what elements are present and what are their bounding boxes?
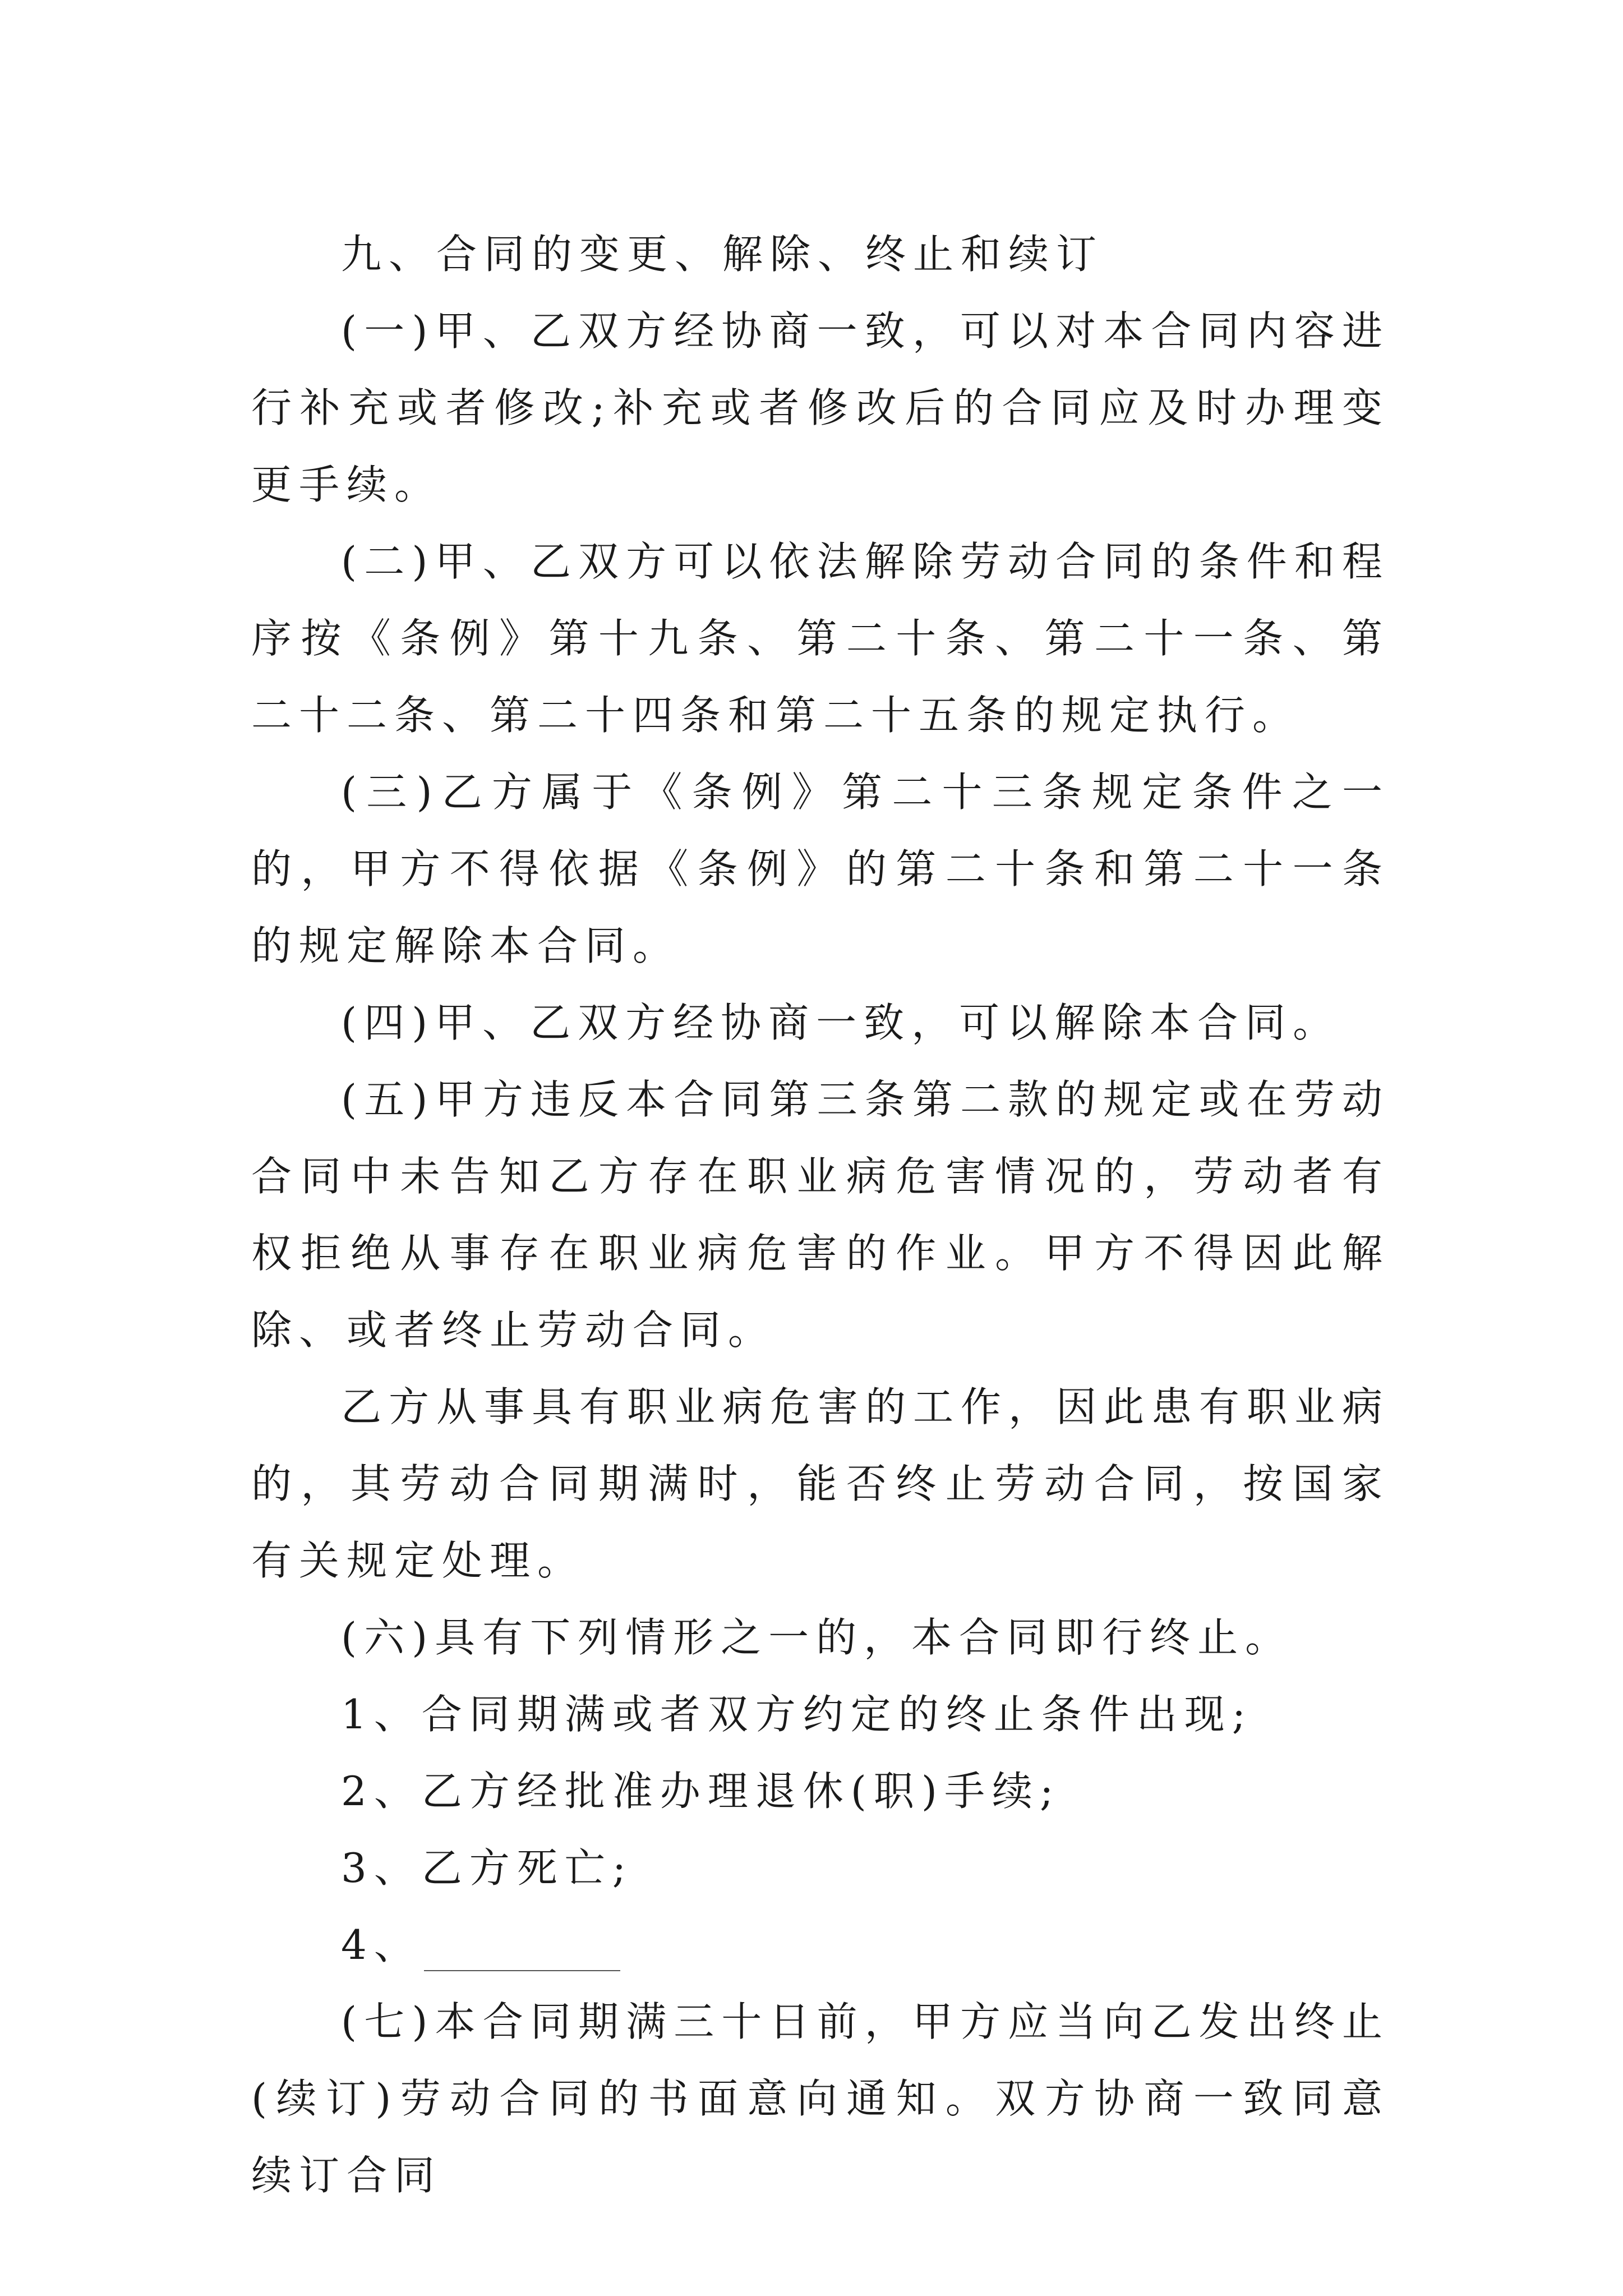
list-item-4-label: 4、 [341,1921,422,1968]
list-item-3: 3、乙方死亡; [341,1844,634,1892]
list-item-4 [251,1907,1390,1984]
clause-7: (七)本合同期满三十日前，甲方应当向乙发出终止(续订)劳动合同的书面意向通知。双方协商一致同意续订合同 [251,1998,1390,2199]
clause-4: (四)甲、乙双方经协商一致，可以解除本合同。 [341,999,1341,1046]
clause-5: (五)甲方违反本合同第三条第二款的规定或在劳动合同中未告知乙方存在职业病危害情况的，劳动者有权拒绝从事存在职业病危害的作业。甲方不得因此解除、或者终止劳动合同。 [251,1076,1390,1354]
clause-6: (六)具有下列情形之一的，本合同即行终止。 [341,1614,1293,1661]
clause-5-note: 乙方从事具有职业病危害的工作，因此患有职业病的，其劳动合同期满时，能否终止劳动合同，按国家有关规定处理。 [251,1383,1390,1584]
fill-in-blank-line [424,1970,620,1971]
clause-2: (二)甲、乙双方可以依法解除劳动合同的条件和程序按《条例》第十九条、第二十条、第二十一条、第二十二条、第二十四条和第二十五条的规定执行。 [251,538,1390,739]
clause-3: (三)乙方属于《条例》第二十三条规定条件之一的，甲方不得依据《条例》的第二十条和第二十一条的规定解除本合同。 [251,769,1390,969]
list-item-1: 1、合同期满或者双方约定的终止条件出现; [341,1691,1253,1738]
document-body [251,216,1390,2214]
clause-1: (一)甲、乙双方经协商一致，可以对本合同内容进行补充或者修改;补充或者修改后的合同应及时办理变更手续。 [251,307,1390,508]
list-item-2: 2、乙方经批准办理退休(职)手续; [341,1768,1061,1815]
section-heading: 九、合同的变更、解除、终止和续订 [341,231,1104,278]
